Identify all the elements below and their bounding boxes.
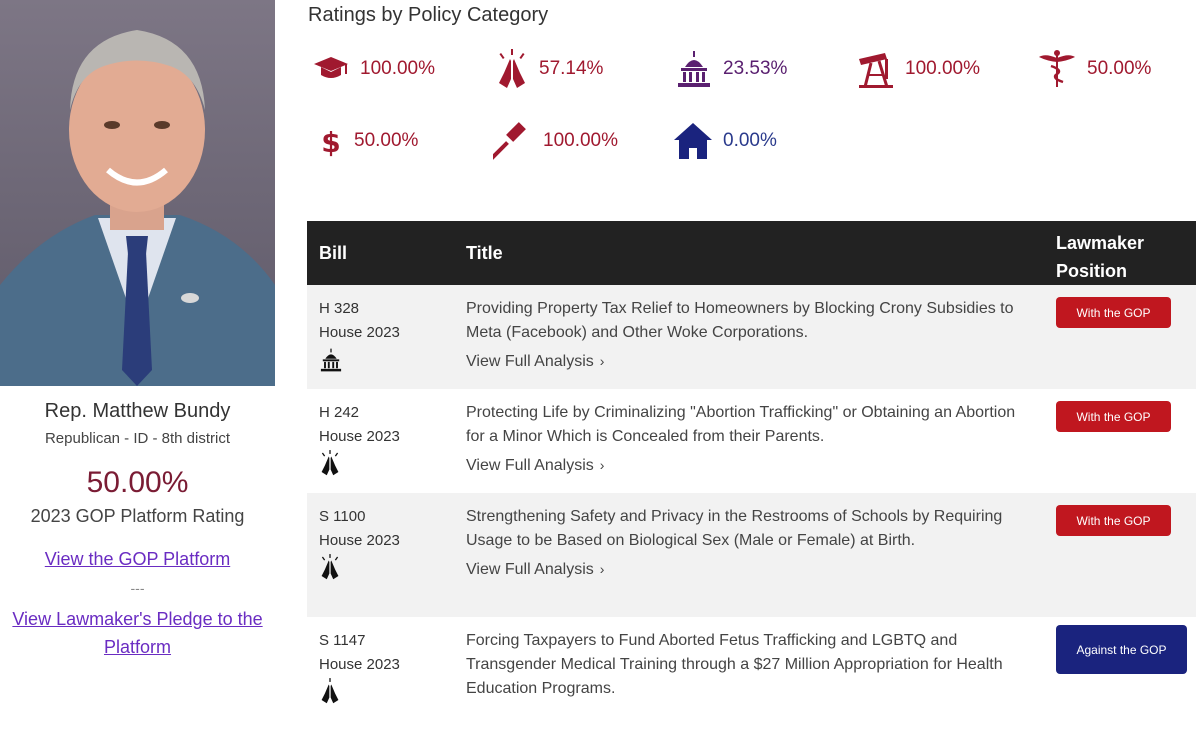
column-header-position-line1: Lawmaker — [1056, 233, 1145, 253]
category-economy[interactable] — [318, 121, 418, 161]
chevron-right-icon: › — [599, 353, 605, 369]
bills-table — [307, 221, 1196, 737]
lawmaker-name: Rep. Matthew Bundy — [44, 400, 231, 422]
bill-title: Forcing Taxpayers to Fund Aborted Fetus Trafficking and LGBTQ and Transgender Medical Training through a $27 Million Appropriation for Health Education Programs. — [466, 632, 1003, 697]
bill-title-cell — [466, 401, 1036, 478]
table-row — [307, 493, 1196, 617]
praying-hands-icon — [495, 49, 529, 89]
platform-rating-value: 50.00% — [86, 466, 189, 499]
platform-rating-label: 2023 GOP Platform Rating — [30, 506, 245, 526]
oil-derrick-icon — [857, 49, 895, 89]
bill-number: S 1147 — [319, 632, 366, 649]
praying-hands-icon — [319, 553, 341, 581]
praying-hands-icon — [319, 677, 341, 705]
category-energy[interactable] — [857, 49, 980, 89]
portrait-illustration — [0, 0, 275, 386]
bill-session: House 2023 — [319, 656, 400, 673]
table-header — [307, 221, 1196, 285]
category-healthcare[interactable] — [1037, 49, 1151, 89]
column-header-position-line2: Position — [1056, 261, 1127, 281]
table-row — [307, 285, 1196, 389]
chevron-right-icon: › — [599, 457, 605, 473]
column-header-title: Title — [466, 243, 503, 263]
position-badge-with[interactable]: With the GOP — [1056, 401, 1171, 432]
gavel-icon — [493, 121, 533, 161]
lawmaker-photo — [0, 0, 275, 386]
bill-cell — [319, 401, 400, 449]
lawmaker-profile — [0, 0, 275, 686]
table-row — [307, 617, 1196, 737]
bill-number: H 242 — [319, 404, 360, 421]
bill-title: Providing Property Tax Relief to Homeowners by Blocking Crony Subsidies to Meta (Facebook) and Other Woke Corporations. — [466, 300, 1014, 341]
category-government[interactable] — [675, 49, 787, 89]
party-district: Republican - ID - 8th district — [44, 430, 231, 447]
category-value: 50.00% — [354, 130, 419, 151]
category-value: 50.00% — [1087, 58, 1152, 79]
bill-cell — [319, 297, 400, 345]
capitol-building-icon — [675, 49, 713, 89]
bill-session: House 2023 — [319, 428, 400, 445]
view-full-analysis-label: View Full Analysis — [466, 457, 594, 474]
position-badge-against[interactable]: Against the GOP — [1056, 625, 1187, 674]
category-value: 100.00% — [360, 58, 436, 79]
category-religious-liberty[interactable] — [495, 49, 603, 89]
table-row — [307, 389, 1196, 493]
column-header-bill: Bill — [319, 243, 348, 263]
category-value: 0.00% — [723, 130, 777, 151]
bill-title: Protecting Life by Criminalizing "Abortion Trafficking" or Obtaining an Abortion for a Minor Which is Concealed from their Parents. — [466, 404, 1016, 445]
category-value: 23.53% — [723, 58, 788, 79]
bill-title-cell — [466, 297, 1036, 374]
view-pledge-link[interactable]: View Lawmaker's Pledge to the Platform — [12, 609, 263, 657]
view-gop-platform-link[interactable]: View the GOP Platform — [44, 549, 231, 569]
bill-session: House 2023 — [319, 532, 400, 549]
bill-cell — [319, 629, 400, 677]
bill-number: H 328 — [319, 300, 360, 317]
view-full-analysis-link[interactable] — [466, 453, 604, 478]
link-separator: --- — [130, 580, 145, 596]
view-full-analysis-link[interactable] — [466, 349, 604, 374]
bill-session: House 2023 — [319, 324, 400, 341]
category-value: 57.14% — [539, 58, 604, 79]
category-value: 100.00% — [543, 130, 619, 151]
svg-text:$: $ — [321, 126, 341, 159]
category-value: 100.00% — [905, 58, 981, 79]
dollar-sign-icon — [318, 121, 344, 161]
bill-title: Strengthening Safety and Privacy in the Restrooms of Schools by Requiring Usage to be Based on Biological Sex (Male or Female) at Birth. — [466, 508, 1003, 549]
praying-hands-icon — [319, 449, 341, 477]
view-full-analysis-link[interactable] — [466, 557, 604, 582]
bill-title-cell — [466, 629, 1036, 701]
category-education[interactable] — [312, 49, 435, 89]
capitol-building-icon — [319, 347, 343, 373]
position-badge-with[interactable]: With the GOP — [1056, 505, 1171, 536]
view-full-analysis-label: View Full Analysis — [466, 561, 594, 578]
house-icon — [673, 121, 713, 161]
bill-number: S 1100 — [319, 508, 366, 525]
column-header-position — [1056, 229, 1144, 285]
caduceus-icon — [1037, 49, 1077, 89]
view-full-analysis-label: View Full Analysis — [466, 353, 594, 370]
position-badge-with[interactable]: With the GOP — [1056, 297, 1171, 328]
bill-title-cell — [466, 505, 1036, 582]
chevron-right-icon: › — [599, 561, 605, 577]
graduation-cap-icon — [312, 50, 350, 88]
bill-cell — [319, 505, 400, 553]
category-justice[interactable] — [493, 121, 618, 161]
category-housing[interactable] — [673, 121, 777, 161]
ratings-title: Ratings by Policy Category — [308, 4, 549, 26]
